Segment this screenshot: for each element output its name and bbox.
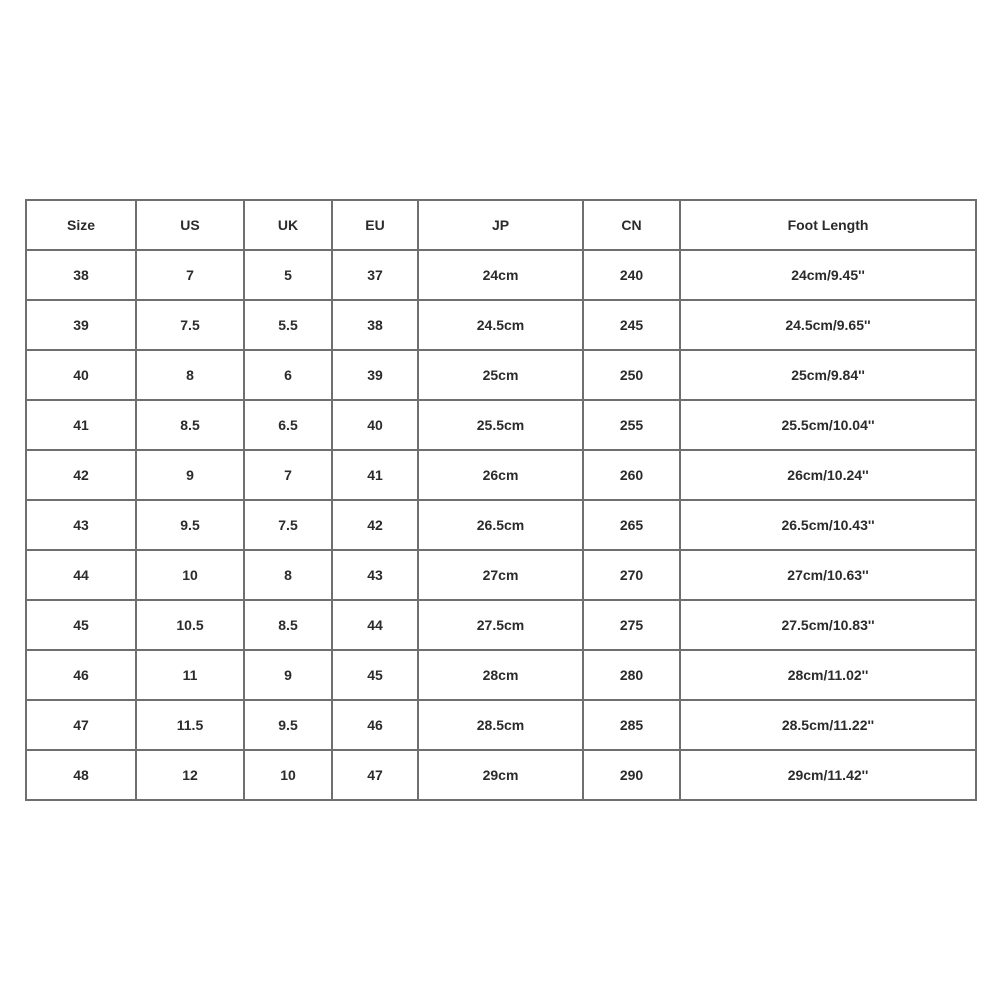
cell-eu: 45 [332,650,418,700]
cell-size: 48 [26,750,136,800]
cell-jp: 25cm [418,350,583,400]
cell-size: 46 [26,650,136,700]
cell-jp: 24cm [418,250,583,300]
cell-cn: 275 [583,600,680,650]
cell-uk: 5.5 [244,300,332,350]
cell-cn: 255 [583,400,680,450]
cell-us: 8.5 [136,400,244,450]
cell-foot-length: 28.5cm/11.22'' [680,700,976,750]
table-row [26,750,976,800]
cell-eu: 38 [332,300,418,350]
cell-foot-length: 25.5cm/10.04'' [680,400,976,450]
cell-us: 12 [136,750,244,800]
cell-cn: 250 [583,350,680,400]
header-eu: EU [332,200,418,250]
header-uk: UK [244,200,332,250]
cell-size: 39 [26,300,136,350]
cell-eu: 47 [332,750,418,800]
cell-foot-length: 25cm/9.84'' [680,350,976,400]
cell-foot-length: 24.5cm/9.65'' [680,300,976,350]
cell-size: 43 [26,500,136,550]
cell-size: 47 [26,700,136,750]
cell-uk: 9 [244,650,332,700]
cell-jp: 27.5cm [418,600,583,650]
cell-us: 10 [136,550,244,600]
cell-eu: 41 [332,450,418,500]
table-row [26,250,976,300]
cell-jp: 26.5cm [418,500,583,550]
cell-size: 40 [26,350,136,400]
cell-eu: 44 [332,600,418,650]
table-row [26,450,976,500]
cell-uk: 8.5 [244,600,332,650]
header-cn: CN [583,200,680,250]
cell-cn: 265 [583,500,680,550]
cell-us: 7 [136,250,244,300]
cell-size: 38 [26,250,136,300]
cell-cn: 270 [583,550,680,600]
cell-jp: 25.5cm [418,400,583,450]
cell-jp: 24.5cm [418,300,583,350]
table-row [26,500,976,550]
cell-eu: 46 [332,700,418,750]
cell-foot-length: 24cm/9.45'' [680,250,976,300]
cell-foot-length: 29cm/11.42'' [680,750,976,800]
size-chart-table [25,199,977,801]
header-size: Size [26,200,136,250]
table-row [26,600,976,650]
cell-us: 10.5 [136,600,244,650]
cell-foot-length: 26.5cm/10.43'' [680,500,976,550]
cell-uk: 10 [244,750,332,800]
header-foot-length: Foot Length [680,200,976,250]
table-header-row [26,200,976,250]
table-body [26,250,976,800]
cell-eu: 39 [332,350,418,400]
cell-jp: 27cm [418,550,583,600]
cell-uk: 6.5 [244,400,332,450]
cell-size: 41 [26,400,136,450]
header-us: US [136,200,244,250]
cell-us: 9.5 [136,500,244,550]
cell-eu: 42 [332,500,418,550]
cell-jp: 26cm [418,450,583,500]
cell-uk: 9.5 [244,700,332,750]
cell-cn: 280 [583,650,680,700]
cell-uk: 5 [244,250,332,300]
cell-jp: 28.5cm [418,700,583,750]
cell-uk: 7 [244,450,332,500]
header-jp: JP [418,200,583,250]
cell-uk: 8 [244,550,332,600]
table-row [26,700,976,750]
cell-us: 9 [136,450,244,500]
table-row [26,400,976,450]
table-row [26,350,976,400]
cell-jp: 28cm [418,650,583,700]
cell-foot-length: 26cm/10.24'' [680,450,976,500]
cell-cn: 260 [583,450,680,500]
cell-us: 7.5 [136,300,244,350]
cell-size: 44 [26,550,136,600]
cell-uk: 7.5 [244,500,332,550]
table-row [26,550,976,600]
table-row [26,300,976,350]
cell-cn: 240 [583,250,680,300]
cell-jp: 29cm [418,750,583,800]
cell-size: 45 [26,600,136,650]
cell-uk: 6 [244,350,332,400]
cell-foot-length: 28cm/11.02'' [680,650,976,700]
cell-size: 42 [26,450,136,500]
cell-eu: 40 [332,400,418,450]
cell-us: 11 [136,650,244,700]
cell-cn: 285 [583,700,680,750]
cell-foot-length: 27cm/10.63'' [680,550,976,600]
cell-cn: 245 [583,300,680,350]
cell-cn: 290 [583,750,680,800]
cell-eu: 37 [332,250,418,300]
cell-eu: 43 [332,550,418,600]
cell-us: 11.5 [136,700,244,750]
cell-foot-length: 27.5cm/10.83'' [680,600,976,650]
table-row [26,650,976,700]
cell-us: 8 [136,350,244,400]
